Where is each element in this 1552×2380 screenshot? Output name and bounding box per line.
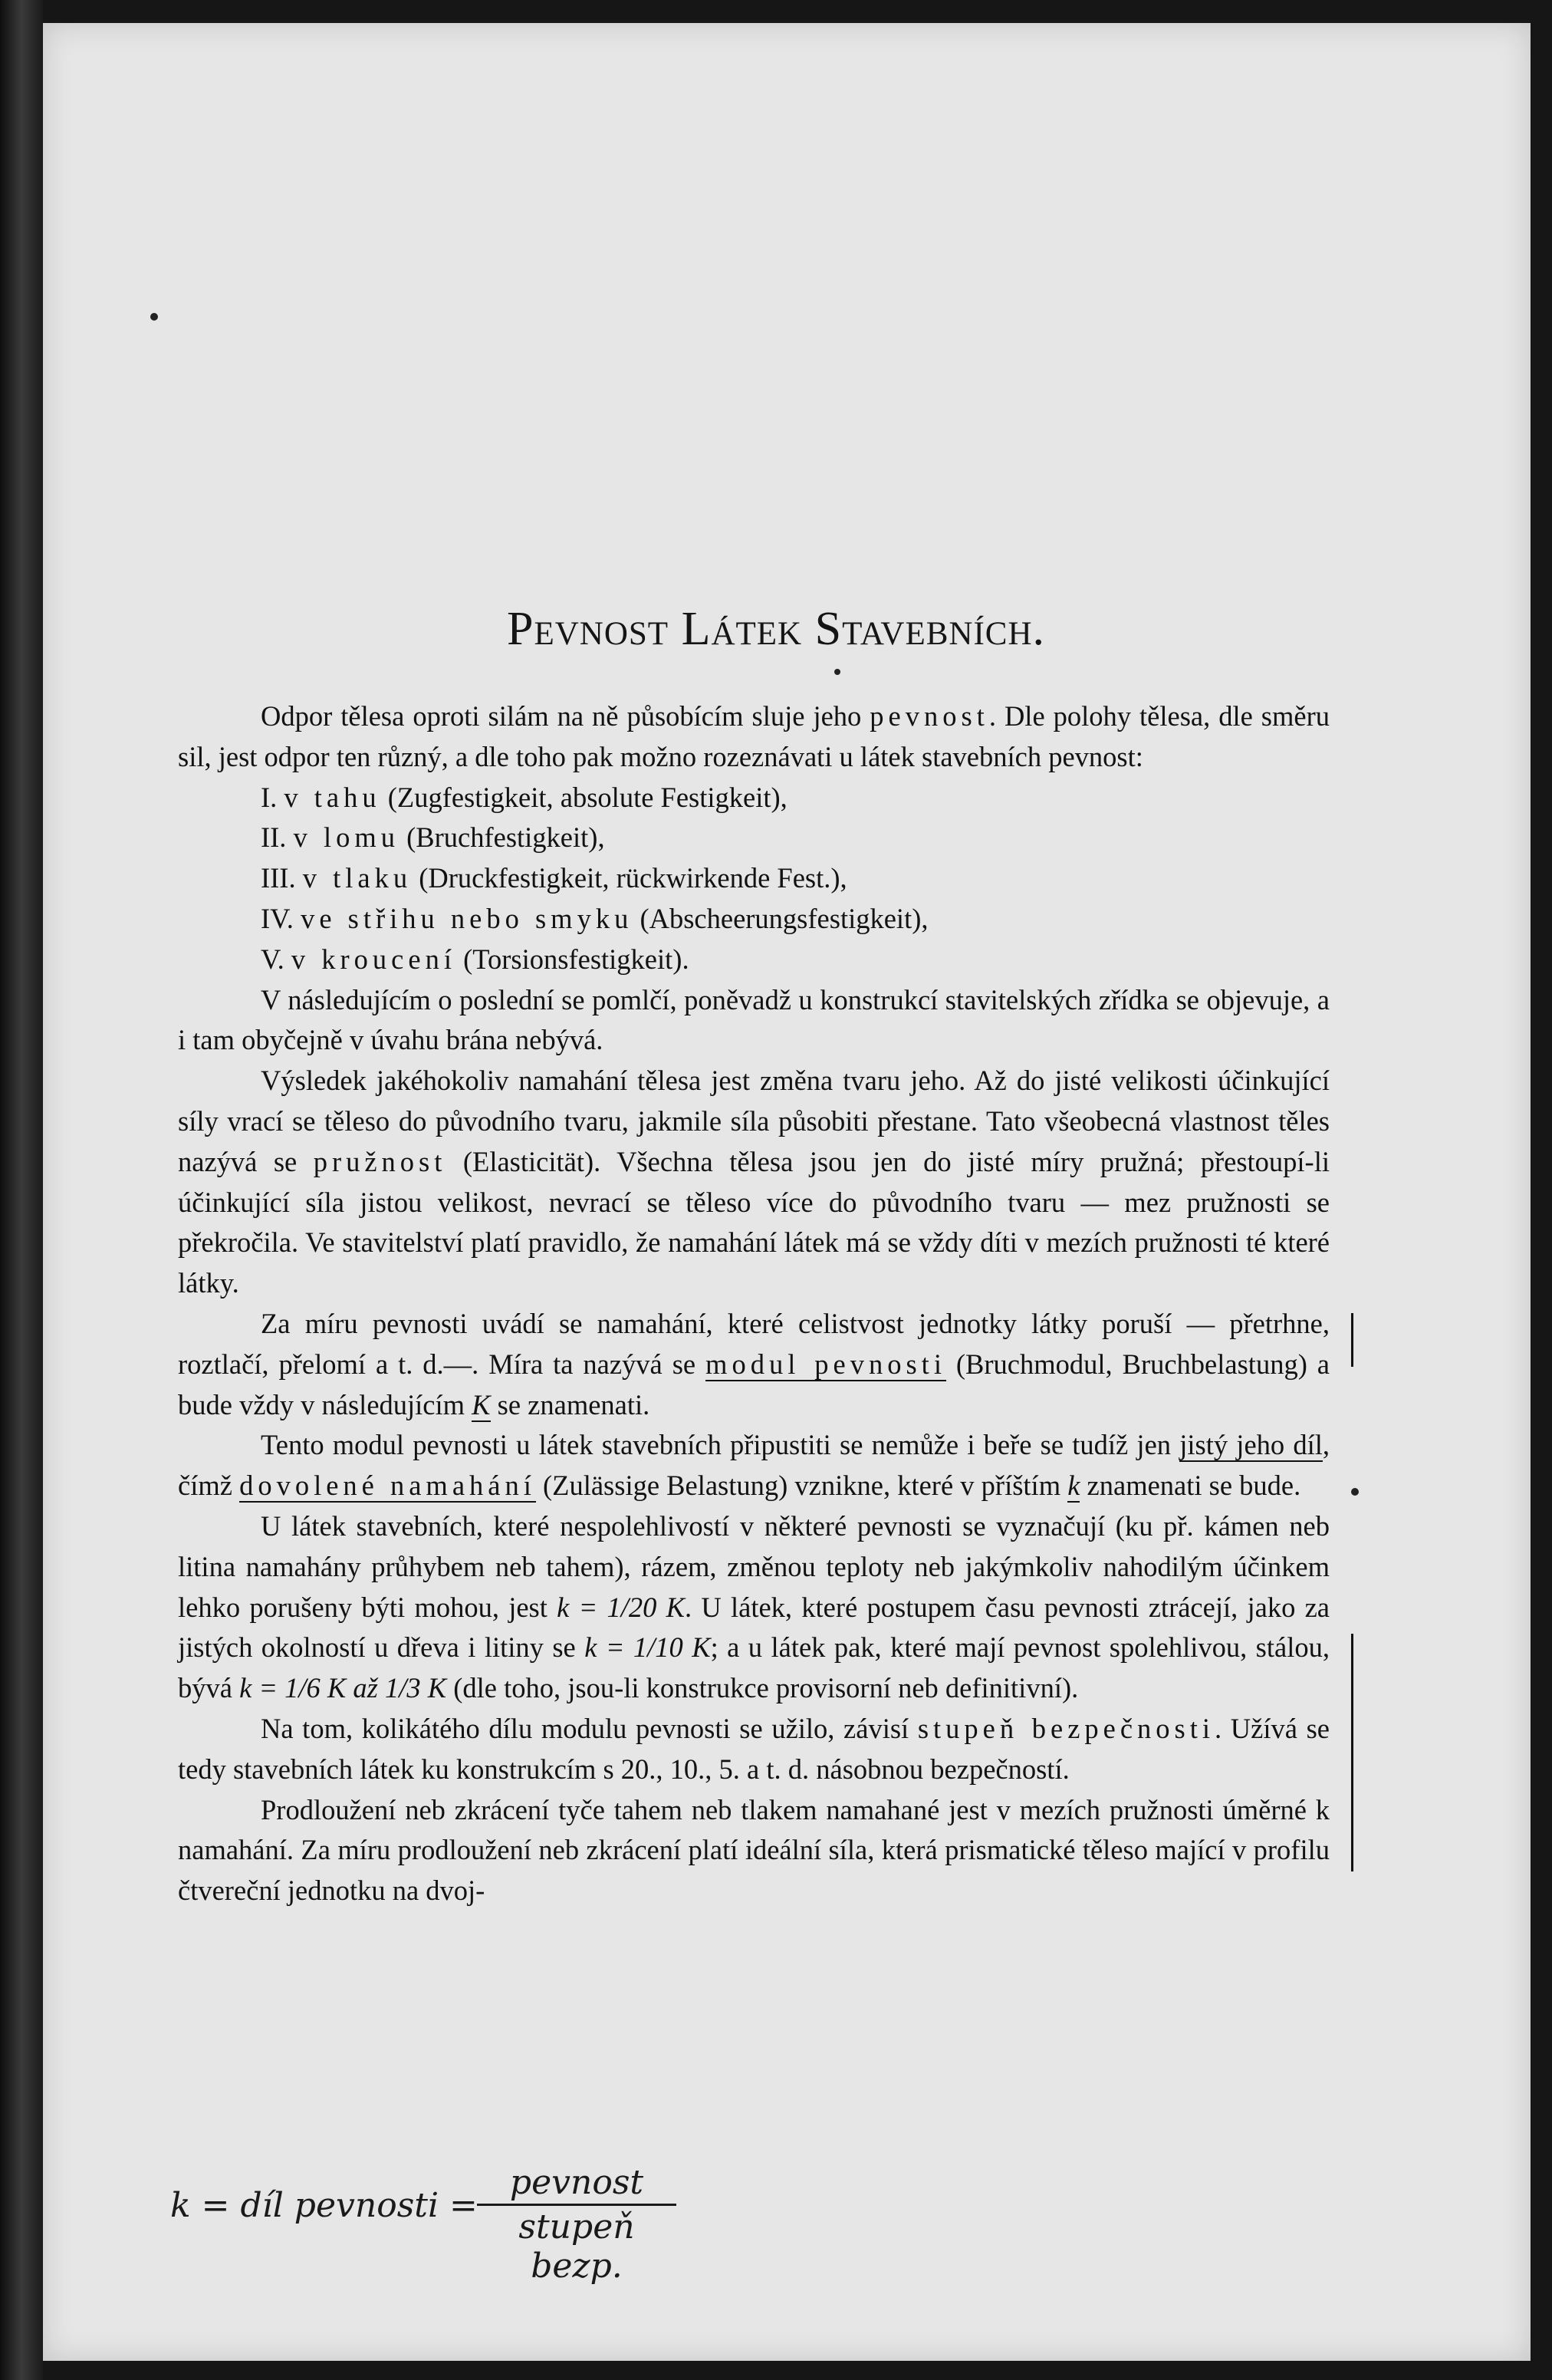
list-num: V. [261,943,284,975]
text-span: Výsledek jakéhokoliv namahání tělesa jest změna tvaru jeho. Až do jisté velikosti účinkující síly vrací se těleso do původního tvaru, jakmile síla působiti přestane. Tato všeobecná vlastnost těles nazývá se [178,1065,1330,1177]
list-rest: (Zugfestigkeit, absolute Festigkeit), [380,781,788,813]
term-pruznost: pružnost [313,1145,447,1177]
text-span: (Zulässige Belastung) vznikne, které v příštím [535,1470,1068,1502]
list-item [178,778,1330,818]
list-term: v tlaku [302,862,413,894]
equation-3: k = 1/6 K až 1/3 K [239,1672,447,1704]
equation-2: k = 1/10 K [584,1631,711,1664]
text-span: , čímž [178,1429,1330,1502]
text-span: Za míru pevnosti uvádí se namahání, které celistvost jednotky látky poruší — přetrhne, roztlačí, přelomí a t. d.—. Míra ta nazývá se [178,1307,1330,1380]
symbol-k: k [1067,1470,1080,1502]
text-span: (Elasticität). Všechna tělesa jsou jen do jisté míry pružná; přestoupí-li účinkující síla jistou velikost, nevrací se těleso více do původního tvaru — mez pružnosti se překročila. Ve stavitelství platí pravidlo, že namahání látek má se vždy díti v mezích pružnosti té které látky. [178,1145,1330,1299]
list-rest: (Druckfestigkeit, rückwirkende Fest.), [412,862,847,894]
text-span: se znamenati. [490,1388,650,1420]
text-span: . Užívá se tedy stavebních látek ku konstrukcím s 20., 10., 5. a t. d. násobnou bezpečností. [178,1712,1330,1785]
text-span: . U látek, které postupem času pevnosti ztrácejí, jako za jistých okolností u dřeva i litiny se [178,1591,1330,1664]
term-stupen-bezpecnosti: stupeň bezpečnosti [917,1712,1215,1744]
paragraph-3 [178,1061,1330,1304]
list-term: v tahu [284,781,381,813]
handwritten-denominator: stupeň bezp. [518,2207,635,2286]
paragraph-4 [178,1304,1330,1425]
text-span: U látek stavebních, které nespolehlivostí v některé pevnosti se vyznačují (ku př. kámen neb litina namahány průhybem neb tahem), rázem, změnou teploty neb jakýmkoliv nahodilým účinkem lehko porušeny býti mohou, jest [178,1509,1330,1623]
text-span: Tento modul pevnosti u látek stavebních připustiti se nemůže i beře se tudíž jen [261,1429,1180,1461]
list-item [178,899,1330,940]
paragraph-2: V následujícím o poslední se pomlčí, poněvadž u konstrukcí stavitelských zřídka se objevuje, a i tam obyčejně v úvahu brána nebývá. [178,983,1330,1056]
paragraph-6 [178,1506,1330,1709]
equation-1: k = 1/20 K [557,1591,685,1623]
margin-mark [1351,1634,1353,1871]
text-span: (dle toho, jsou-li konstrukce provisorní neb definitivní). [446,1672,1079,1704]
text-span: ; a u látek pak, které mají pevnost spolehlivou, stálou, bývá [178,1631,1330,1704]
text-span: (Bruchmodul, Bruchbelastung) a bude vždy v následujícím [178,1348,1330,1420]
paragraph-7 [178,1709,1330,1790]
paragraph-5 [178,1425,1330,1506]
text-span: Na tom, kolikátého dílu modulu pevnosti se užilo, závisí [261,1712,918,1744]
term-modul-pevnosti: modul pevnosti [705,1348,946,1380]
binding-edge [0,0,43,2380]
list-term: v lomu [293,821,400,854]
ink-speck [834,669,840,675]
handwritten-note [170,2163,707,2286]
paragraph-8: Prodloužení neb zkrácení tyče tahem neb tlakem namahané jest v mezích pružnosti úměrné k namahání. Za míru prodloužení neb zkrácení platí ideální síla, která prismatické těleso mající v profilu čtvereční jednotku na dvoj- [178,1793,1330,1907]
text-span: znamenati se bude. [1080,1470,1301,1502]
handwritten-lhs: k = díl pevnosti = [170,2186,478,2225]
list-num: IV. [261,902,294,934]
list-term: ve střihu nebo smyku [301,902,633,934]
symbol-K: K [472,1388,491,1420]
phrase-jisty-jeho-dil: jistý jeho díl [1179,1429,1323,1461]
list-num: II. [261,821,287,854]
ink-speck [1351,1488,1359,1496]
term-pevnost: pevnost [870,700,989,732]
text-span: Odpor tělesa oproti silám na ně působícím sluje jeho [261,700,870,732]
term-dovolene-namahani: dovolené namahání [239,1470,536,1502]
list-item [178,818,1330,858]
handwritten-numerator: pevnost [477,2163,676,2206]
page-title [0,602,1552,657]
body-text [178,696,1330,1911]
text-span: . Dle polohy tělesa, dle směru sil, jest odpor ten různý, a dle toho pak možno rozeznávati u látek stavebních pevnost: [178,700,1330,772]
list-num: I. [261,781,278,813]
page-title-text: Pevnost Látek Stavebních. [506,603,1046,655]
ink-speck [150,313,158,321]
list-rest: (Abscheerungsfestigkeit), [633,902,929,934]
paragraph-intro [178,696,1330,778]
list-rest: (Torsionsfestigkeit). [455,943,689,975]
list-term: v kroucení [291,943,456,975]
list-item [178,940,1330,980]
list-rest: (Bruchfestigkeit), [399,821,605,854]
handwritten-fraction [477,2163,676,2286]
list-num: III. [261,862,296,894]
margin-mark [1351,1313,1353,1367]
list-item [178,858,1330,899]
